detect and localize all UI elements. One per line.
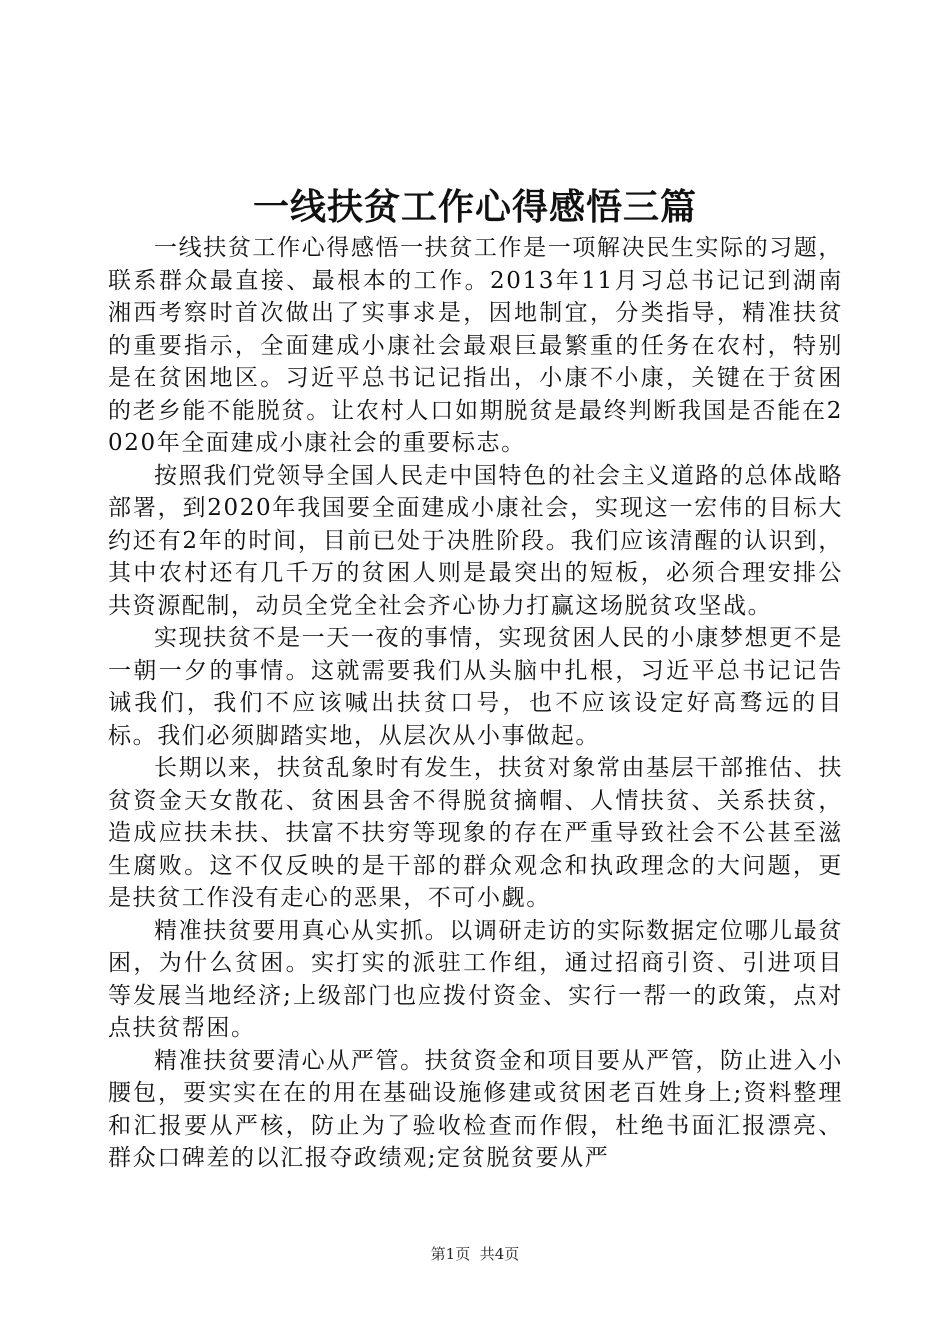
paragraph: 实现扶贫不是一天一夜的事情，实现贫困人民的小康梦想更不是一朝一夕的事情。这就需要我们从头脑中扎根，习近平总书记记告诫我们，我们不应该喊出扶贫口号，也不应该设定好高骛远的目标。我们必须脚踏实地，从层次从小事做起。 (108, 625, 843, 749)
document-body (108, 232, 843, 1175)
paragraph: 长期以来，扶贫乱象时有发生，扶贫对象常由基层干部推估、扶贫资金天女散花、贫困县舍不得脱贫摘帽、人情扶贫、关系扶贫，造成应扶未扶、扶富不扶穷等现象的存在严重导致社会不公甚至滋生腐败。这不仅反映的是干部的群众观念和执政理念的大问题，更是扶贫工作没有走心的恶果，不可小觑。 (108, 755, 843, 911)
paragraph: 精准扶贫要用真心从实抓。以调研走访的实际数据定位哪儿最贫困，为什么贫困。实打实的派驻工作组，通过招商引资、引进项目等发展当地经济;上级部门也应拨付资金、实行一帮一的政策，点对点扶贫帮困。 (108, 917, 843, 1041)
paragraph: 按照我们党领导全国人民走中国特色的社会主义道路的总体战略部署，到2020年我国要全面建成小康社会，实现这一宏伟的目标大约还有2年的时间，目前已处于决胜阶段。我们应该清醒的认识到，其中农村还有几千万的贫困人则是最突出的短板，必须合理安排公共资源配制，动员全党全社会齐心协力打赢这场脱贫攻坚战。 (108, 462, 843, 619)
page-total: 共4页 (479, 1245, 520, 1263)
page-footer (0, 1244, 950, 1264)
page-number: 第1页 (430, 1245, 471, 1263)
document-title: 一线扶贫工作心得感悟三篇 (252, 186, 697, 228)
paragraph: 精准扶贫要清心从严管。扶贫资金和项目要从严管，防止进入小腰包，要实实在在的用在基础设施修建或贫困老百姓身上;资料整理和汇报要从严核，防止为了验收检查而作假，杜绝书面汇报漂亮、群众口碑差的以汇报夺政绩观;定贫脱贫要从严 (108, 1047, 843, 1171)
paragraph: 一线扶贫工作心得感悟一扶贫工作是一项解决民生实际的习题，联系群众最直接、最根本的工作。2013年11月习总书记记到湖南湘西考察时首次做出了实事求是，因地制宜，分类指导，精准扶贫的重要指示，全面建成小康社会最艰巨最繁重的任务在农村，特别是在贫困地区。习近平总书记记指出，小康不小康，关键在于贫困的老乡能不能脱贫。让农村人口如期脱贫是最终判断我国是否能在2020年全面建成小康社会的重要标志。 (108, 235, 843, 456)
